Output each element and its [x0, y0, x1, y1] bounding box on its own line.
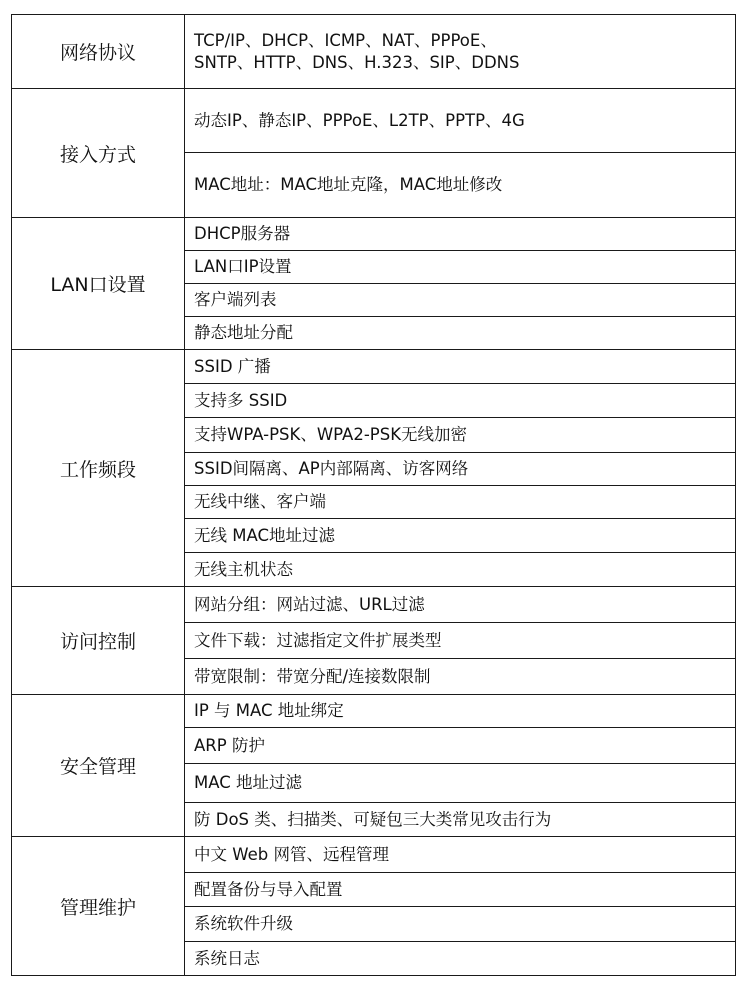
table-row: [12, 837, 736, 873]
category-cell: 访问控制: [12, 587, 185, 695]
item-cell: MAC 地址过滤: [185, 764, 736, 803]
item-cell: 支持WPA-PSK、WPA2-PSK无线加密: [185, 418, 736, 453]
item-cell: SSID 广播: [185, 350, 736, 384]
item-cell: 静态地址分配: [185, 317, 736, 350]
item-cell: 文件下载：过滤指定文件扩展类型: [185, 623, 736, 659]
spec-table: [11, 14, 736, 976]
item-cell: LAN口IP设置: [185, 251, 736, 284]
item-cell: 无线主机状态: [185, 553, 736, 587]
table-row: [12, 89, 736, 153]
category-cell: 安全管理: [12, 695, 185, 837]
item-cell: 中文 Web 网管、远程管理: [185, 837, 736, 873]
category-cell: 接入方式: [12, 89, 185, 218]
item-cell: DHCP服务器: [185, 218, 736, 251]
item-cell: 动态IP、静态IP、PPPoE、L2TP、PPTP、4G: [185, 89, 736, 153]
item-cell: 系统软件升级: [185, 907, 736, 942]
table-row: [12, 218, 736, 251]
item-cell: 无线中继、客户端: [185, 486, 736, 519]
item-cell: 网站分组：网站过滤、URL过滤: [185, 587, 736, 623]
table-row: [12, 15, 736, 89]
item-cell: 防 DoS 类、扫描类、可疑包三大类常见攻击行为: [185, 803, 736, 837]
category-cell: 工作频段: [12, 350, 185, 587]
item-cell: IP 与 MAC 地址绑定: [185, 695, 736, 728]
item-cell: 系统日志: [185, 942, 736, 976]
item-cell: 配置备份与导入配置: [185, 873, 736, 907]
category-cell: 管理维护: [12, 837, 185, 976]
table-row: [12, 695, 736, 728]
table-row: [12, 587, 736, 623]
item-text: TCP/IP、DHCP、ICMP、NAT、PPPoE、: [194, 30, 497, 50]
item-cell: MAC地址：MAC地址克隆，MAC地址修改: [185, 153, 736, 218]
item-cell: 无线 MAC地址过滤: [185, 519, 736, 553]
item-text: SNTP、HTTP、DNS、H.323、SIP、DDNS: [194, 52, 520, 72]
category-cell: LAN口设置: [12, 218, 185, 350]
item-cell: [185, 15, 736, 89]
category-cell: 网络协议: [12, 15, 185, 89]
item-cell: 带宽限制：带宽分配/连接数限制: [185, 659, 736, 695]
item-cell: SSID间隔离、AP内部隔离、访客网络: [185, 453, 736, 486]
item-cell: 支持多 SSID: [185, 384, 736, 418]
table-row: [12, 350, 736, 384]
item-cell: 客户端列表: [185, 284, 736, 317]
item-cell: ARP 防护: [185, 728, 736, 764]
